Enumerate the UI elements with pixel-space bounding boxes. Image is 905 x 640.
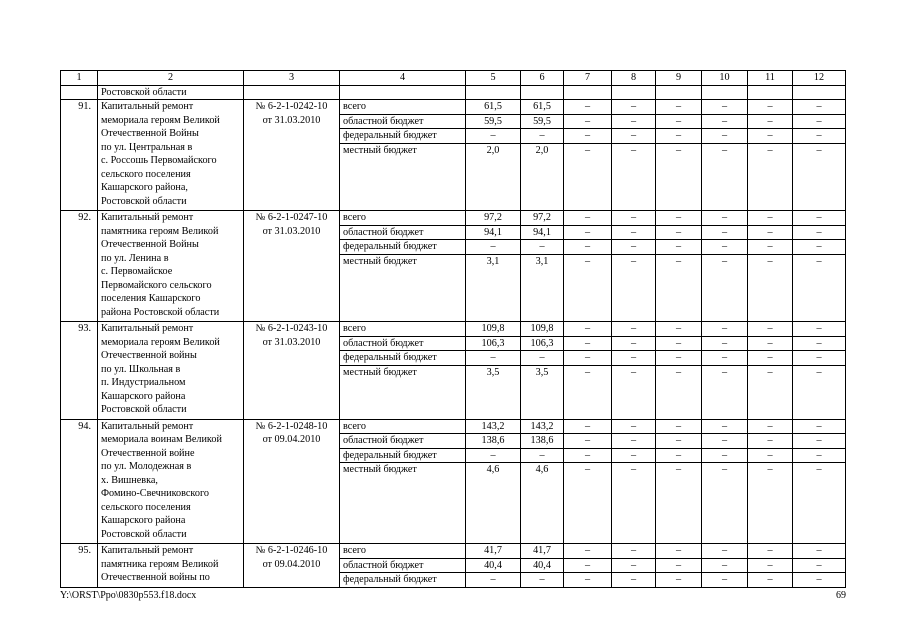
dash-cell: – bbox=[748, 434, 793, 449]
header-cell-4: 4 bbox=[340, 71, 466, 86]
dash-cell: – bbox=[793, 114, 846, 129]
table-row bbox=[61, 100, 846, 115]
object-name-line: по ул. Ленина в bbox=[101, 252, 169, 264]
document-line: от 09.04.2010 bbox=[262, 434, 321, 445]
dash-cell: – bbox=[748, 240, 793, 255]
object-name-line: Капитальный ремонт bbox=[101, 101, 194, 112]
funding-source: всего bbox=[340, 419, 466, 434]
dash-cell: – bbox=[612, 448, 656, 463]
value-col6: 109,8 bbox=[521, 322, 564, 337]
dash-cell: – bbox=[793, 211, 846, 226]
value-col5: – bbox=[466, 240, 521, 255]
value-col6: – bbox=[521, 573, 564, 588]
funding-source: федеральный бюджет bbox=[340, 573, 466, 588]
value-col5: 4,6 bbox=[466, 463, 521, 544]
value-col5: – bbox=[466, 129, 521, 144]
document-reference bbox=[244, 100, 340, 211]
object-name-line: Капитальный ремонт bbox=[101, 420, 194, 432]
empty-cell bbox=[466, 85, 521, 100]
dash-cell: – bbox=[748, 573, 793, 588]
dash-cell: – bbox=[793, 100, 846, 115]
object-name-line: Отечественной Войны bbox=[101, 239, 199, 250]
document-line: от 31.03.2010 bbox=[262, 225, 321, 237]
header-cell-9: 9 bbox=[656, 71, 702, 86]
object-name-line: Отечественной Войны bbox=[101, 128, 199, 139]
value-col6: – bbox=[521, 129, 564, 144]
dash-cell: – bbox=[656, 434, 702, 449]
table-body bbox=[61, 71, 846, 588]
dash-cell: – bbox=[656, 351, 702, 366]
dash-cell: – bbox=[793, 573, 846, 588]
header-cell-2: 2 bbox=[98, 71, 244, 86]
document-line: № 6-2-1-0243-10 bbox=[255, 323, 328, 334]
dash-cell: – bbox=[748, 544, 793, 559]
dash-cell: – bbox=[656, 336, 702, 351]
value-col6: 59,5 bbox=[521, 114, 564, 129]
dash-cell: – bbox=[612, 143, 656, 211]
object-name-line: х. Вишневка, bbox=[101, 474, 158, 486]
document-reference bbox=[244, 419, 340, 544]
value-col6: 106,3 bbox=[521, 336, 564, 351]
object-name-line: мемориала героям Великой bbox=[101, 336, 220, 348]
dash-cell: – bbox=[702, 100, 748, 115]
funding-source: областной бюджет bbox=[340, 114, 466, 129]
dash-cell: – bbox=[702, 225, 748, 240]
dash-cell: – bbox=[564, 434, 612, 449]
dash-cell: – bbox=[564, 558, 612, 573]
row-number: 91. bbox=[61, 100, 98, 211]
value-col5: – bbox=[466, 351, 521, 366]
continuation-row bbox=[61, 85, 846, 100]
value-col6: 143,2 bbox=[521, 419, 564, 434]
row-number: 92. bbox=[61, 211, 98, 322]
value-col6: 138,6 bbox=[521, 434, 564, 449]
dash-cell: – bbox=[702, 448, 748, 463]
value-col6: 3,5 bbox=[521, 365, 564, 419]
object-name-line: Капитальный ремонт bbox=[101, 212, 194, 223]
dash-cell: – bbox=[748, 254, 793, 322]
dash-cell: – bbox=[793, 143, 846, 211]
object-name-line: мемориала воинам Великой bbox=[101, 434, 222, 445]
row-number: 94. bbox=[61, 419, 98, 544]
dash-cell: – bbox=[702, 322, 748, 337]
header-cell-6: 6 bbox=[521, 71, 564, 86]
value-col5: 94,1 bbox=[466, 225, 521, 240]
value-col6: – bbox=[521, 448, 564, 463]
dash-cell: – bbox=[564, 463, 612, 544]
value-col5: – bbox=[466, 448, 521, 463]
funding-source: всего bbox=[340, 211, 466, 226]
dash-cell: – bbox=[612, 129, 656, 144]
dash-cell: – bbox=[564, 544, 612, 559]
dash-cell: – bbox=[793, 365, 846, 419]
dash-cell: – bbox=[612, 336, 656, 351]
dash-cell: – bbox=[612, 419, 656, 434]
document-line: № 6-2-1-0247-10 bbox=[255, 212, 328, 223]
dash-cell: – bbox=[793, 225, 846, 240]
dash-cell: – bbox=[612, 240, 656, 255]
dash-cell: – bbox=[656, 254, 702, 322]
object-name-line: Первомайского сельского bbox=[101, 279, 212, 291]
value-col5: 61,5 bbox=[466, 100, 521, 115]
dash-cell: – bbox=[612, 573, 656, 588]
value-col5: 59,5 bbox=[466, 114, 521, 129]
document-line: от 31.03.2010 bbox=[262, 336, 321, 348]
dash-cell: – bbox=[656, 100, 702, 115]
funding-source: федеральный бюджет bbox=[340, 351, 466, 366]
dash-cell: – bbox=[702, 129, 748, 144]
empty-cell bbox=[244, 85, 340, 100]
header-row bbox=[61, 71, 846, 86]
dash-cell: – bbox=[702, 143, 748, 211]
funding-source: местный бюджет bbox=[340, 365, 466, 419]
funding-source: федеральный бюджет bbox=[340, 448, 466, 463]
document-line: № 6-2-1-0248-10 bbox=[255, 420, 328, 432]
dash-cell: – bbox=[656, 448, 702, 463]
table-row bbox=[61, 544, 846, 559]
header-cell-7: 7 bbox=[564, 71, 612, 86]
object-name-line: п. Индустриальном bbox=[101, 377, 186, 388]
dash-cell: – bbox=[564, 240, 612, 255]
dash-cell: – bbox=[612, 322, 656, 337]
dash-cell: – bbox=[564, 419, 612, 434]
object-name-line: поселения Кашарского bbox=[101, 293, 201, 304]
dash-cell: – bbox=[612, 225, 656, 240]
dash-cell: – bbox=[793, 463, 846, 544]
object-name-line: по ул. Школьная в bbox=[101, 363, 181, 375]
document-reference bbox=[244, 211, 340, 322]
value-col5: 3,5 bbox=[466, 365, 521, 419]
document-reference bbox=[244, 322, 340, 420]
footer-file-path: Y:\ORST\Ppo\0830p553.f18.docx bbox=[60, 590, 197, 601]
funding-source: областной бюджет bbox=[340, 434, 466, 449]
value-col5: 143,2 bbox=[466, 419, 521, 434]
value-col6: 97,2 bbox=[521, 211, 564, 226]
dash-cell: – bbox=[702, 254, 748, 322]
dash-cell: – bbox=[612, 558, 656, 573]
dash-cell: – bbox=[656, 240, 702, 255]
dash-cell: – bbox=[748, 211, 793, 226]
dash-cell: – bbox=[748, 322, 793, 337]
header-cell-1: 1 bbox=[61, 71, 98, 86]
row-number: 95. bbox=[61, 544, 98, 588]
empty-cell bbox=[656, 85, 702, 100]
object-name-line: мемориала героям Великой bbox=[101, 114, 220, 126]
dash-cell: – bbox=[656, 463, 702, 544]
value-col6: – bbox=[521, 240, 564, 255]
budget-table bbox=[60, 70, 846, 588]
object-name-line: Фомино-Свечниковского bbox=[101, 488, 209, 499]
dash-cell: – bbox=[793, 240, 846, 255]
funding-source: федеральный бюджет bbox=[340, 240, 466, 255]
header-cell-5: 5 bbox=[466, 71, 521, 86]
dash-cell: – bbox=[656, 544, 702, 559]
document-line: № 6-2-1-0242-10 bbox=[255, 101, 328, 112]
dash-cell: – bbox=[612, 434, 656, 449]
dash-cell: – bbox=[702, 419, 748, 434]
document-page bbox=[60, 70, 845, 588]
value-col6: 2,0 bbox=[521, 143, 564, 211]
object-name-line: Кашарского района bbox=[101, 515, 186, 526]
dash-cell: – bbox=[793, 336, 846, 351]
dash-cell: – bbox=[612, 114, 656, 129]
dash-cell: – bbox=[656, 143, 702, 211]
dash-cell: – bbox=[564, 143, 612, 211]
value-col6: 3,1 bbox=[521, 254, 564, 322]
object-name-line: Капитальный ремонт bbox=[101, 545, 194, 556]
value-col6: 41,7 bbox=[521, 544, 564, 559]
dash-cell: – bbox=[564, 322, 612, 337]
dash-cell: – bbox=[748, 448, 793, 463]
empty-cell bbox=[612, 85, 656, 100]
funding-source: областной бюджет bbox=[340, 336, 466, 351]
dash-cell: – bbox=[564, 100, 612, 115]
footer-page-number: 69 bbox=[836, 590, 846, 601]
object-name-line: памятника героям Великой bbox=[101, 225, 219, 237]
dash-cell: – bbox=[793, 322, 846, 337]
dash-cell: – bbox=[612, 365, 656, 419]
object-name-line: Кашарского района, bbox=[101, 182, 188, 193]
dash-cell: – bbox=[793, 434, 846, 449]
object-name-line: по ул. Центральная в bbox=[101, 141, 193, 153]
dash-cell: – bbox=[702, 573, 748, 588]
dash-cell: – bbox=[656, 322, 702, 337]
dash-cell: – bbox=[656, 225, 702, 240]
dash-cell: – bbox=[702, 240, 748, 255]
dash-cell: – bbox=[748, 129, 793, 144]
object-name-line: памятника героям Великой bbox=[101, 558, 219, 570]
dash-cell: – bbox=[748, 558, 793, 573]
header-cell-3: 3 bbox=[244, 71, 340, 86]
funding-source: областной бюджет bbox=[340, 558, 466, 573]
value-col6: 61,5 bbox=[521, 100, 564, 115]
funding-source: областной бюджет bbox=[340, 225, 466, 240]
header-cell-10: 10 bbox=[702, 71, 748, 86]
value-col5: 41,7 bbox=[466, 544, 521, 559]
dash-cell: – bbox=[793, 419, 846, 434]
dash-cell: – bbox=[748, 336, 793, 351]
value-col5: – bbox=[466, 573, 521, 588]
funding-source: местный бюджет bbox=[340, 463, 466, 544]
dash-cell: – bbox=[748, 114, 793, 129]
value-col6: 94,1 bbox=[521, 225, 564, 240]
dash-cell: – bbox=[656, 558, 702, 573]
dash-cell: – bbox=[564, 351, 612, 366]
empty-cell bbox=[793, 85, 846, 100]
object-name-line: Капитальный ремонт bbox=[101, 323, 194, 334]
dash-cell: – bbox=[702, 351, 748, 366]
dash-cell: – bbox=[656, 129, 702, 144]
value-col5: 3,1 bbox=[466, 254, 521, 322]
dash-cell: – bbox=[748, 351, 793, 366]
dash-cell: – bbox=[793, 254, 846, 322]
dash-cell: – bbox=[612, 463, 656, 544]
document-line: № 6-2-1-0246-10 bbox=[255, 545, 328, 556]
table-row bbox=[61, 419, 846, 434]
dash-cell: – bbox=[793, 351, 846, 366]
dash-cell: – bbox=[702, 336, 748, 351]
dash-cell: – bbox=[564, 225, 612, 240]
object-name-line: с. Первомайское bbox=[101, 266, 173, 277]
row-number: 93. bbox=[61, 322, 98, 420]
dash-cell: – bbox=[564, 336, 612, 351]
dash-cell: – bbox=[564, 254, 612, 322]
object-name-line: Ростовской области bbox=[101, 404, 187, 415]
dash-cell: – bbox=[748, 225, 793, 240]
funding-source: всего bbox=[340, 322, 466, 337]
funding-source: всего bbox=[340, 544, 466, 559]
object-name-line: Ростовской области bbox=[101, 528, 187, 540]
dash-cell: – bbox=[702, 544, 748, 559]
dash-cell: – bbox=[564, 211, 612, 226]
dash-cell: – bbox=[656, 365, 702, 419]
empty-cell bbox=[748, 85, 793, 100]
row-number-cell bbox=[61, 85, 98, 100]
dash-cell: – bbox=[612, 211, 656, 226]
empty-cell bbox=[564, 85, 612, 100]
value-col5: 97,2 bbox=[466, 211, 521, 226]
dash-cell: – bbox=[793, 558, 846, 573]
dash-cell: – bbox=[612, 254, 656, 322]
object-name-line: района Ростовской области bbox=[101, 306, 220, 318]
dash-cell: – bbox=[564, 129, 612, 144]
dash-cell: – bbox=[793, 129, 846, 144]
object-name bbox=[98, 419, 244, 544]
table-row bbox=[61, 211, 846, 226]
document-reference bbox=[244, 544, 340, 588]
dash-cell: – bbox=[656, 114, 702, 129]
value-col6: 40,4 bbox=[521, 558, 564, 573]
dash-cell: – bbox=[656, 419, 702, 434]
empty-cell bbox=[702, 85, 748, 100]
dash-cell: – bbox=[656, 211, 702, 226]
object-name bbox=[98, 211, 244, 322]
header-cell-12: 12 bbox=[793, 71, 846, 86]
funding-source: всего bbox=[340, 100, 466, 115]
object-name-line: Ростовской области bbox=[101, 195, 187, 207]
dash-cell: – bbox=[702, 434, 748, 449]
document-line: от 09.04.2010 bbox=[262, 558, 321, 570]
value-col5: 2,0 bbox=[466, 143, 521, 211]
document-line: от 31.03.2010 bbox=[262, 114, 321, 126]
object-name-line: с. Россошь Первомайского bbox=[101, 155, 217, 166]
dash-cell: – bbox=[612, 544, 656, 559]
value-col6: – bbox=[521, 351, 564, 366]
dash-cell: – bbox=[612, 351, 656, 366]
object-name-line: сельского поселения bbox=[101, 501, 191, 513]
empty-cell bbox=[340, 85, 466, 100]
object-name-line: Отечественной войны bbox=[101, 350, 197, 361]
dash-cell: – bbox=[793, 448, 846, 463]
dash-cell: – bbox=[564, 365, 612, 419]
object-name-line: по ул. Молодежная в bbox=[101, 461, 192, 472]
dash-cell: – bbox=[612, 100, 656, 115]
dash-cell: – bbox=[748, 365, 793, 419]
dash-cell: – bbox=[748, 100, 793, 115]
header-cell-11: 11 bbox=[748, 71, 793, 86]
dash-cell: – bbox=[702, 463, 748, 544]
object-name-line: Кашарского района bbox=[101, 390, 186, 402]
value-col5: 109,8 bbox=[466, 322, 521, 337]
funding-source: местный бюджет bbox=[340, 254, 466, 322]
dash-cell: – bbox=[702, 558, 748, 573]
dash-cell: – bbox=[702, 211, 748, 226]
object-name bbox=[98, 100, 244, 211]
dash-cell: – bbox=[656, 573, 702, 588]
dash-cell: – bbox=[564, 114, 612, 129]
object-name-line: Отечественной войны по bbox=[101, 572, 210, 583]
dash-cell: – bbox=[748, 463, 793, 544]
funding-source: федеральный бюджет bbox=[340, 129, 466, 144]
header-cell-8: 8 bbox=[612, 71, 656, 86]
object-name-line: Отечественной войне bbox=[101, 447, 195, 459]
dash-cell: – bbox=[748, 419, 793, 434]
value-col5: 138,6 bbox=[466, 434, 521, 449]
table-row bbox=[61, 322, 846, 337]
object-name bbox=[98, 544, 244, 588]
dash-cell: – bbox=[564, 448, 612, 463]
funding-source: местный бюджет bbox=[340, 143, 466, 211]
empty-cell bbox=[521, 85, 564, 100]
dash-cell: – bbox=[793, 544, 846, 559]
dash-cell: – bbox=[564, 573, 612, 588]
value-col5: 106,3 bbox=[466, 336, 521, 351]
object-name-line: сельского поселения bbox=[101, 168, 191, 180]
dash-cell: – bbox=[702, 114, 748, 129]
dash-cell: – bbox=[702, 365, 748, 419]
dash-cell: – bbox=[748, 143, 793, 211]
object-name bbox=[98, 322, 244, 420]
object-name-cell: Ростовской области bbox=[98, 85, 244, 100]
value-col6: 4,6 bbox=[521, 463, 564, 544]
value-col5: 40,4 bbox=[466, 558, 521, 573]
